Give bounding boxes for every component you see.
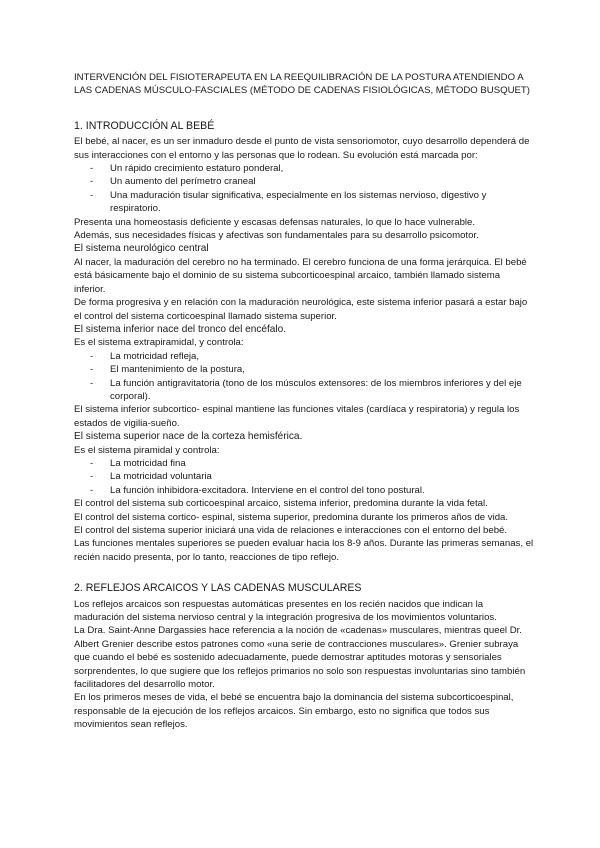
needs-paragraph: Además, sus necesidades físicas y afectivas son fundamentales para su desarrollo psicomotor.	[74, 230, 479, 242]
fetal-paragraph: El control del sistema sub corticoespinal arcaico, sistema inferior, predomina durante la vida fetal.	[74, 498, 488, 510]
list-item: - La motricidad voluntaria	[74, 470, 534, 483]
list-item: - La motricidad refleja,	[74, 350, 534, 363]
subheading-superior-system: El sistema superior nace de la corteza hemisférica.	[74, 431, 303, 443]
intro-list	[74, 162, 534, 216]
homeostasis-paragraph: Presenta una homeostasis deficiente y escasas defensas naturales, lo que lo hace vulnerable.	[74, 216, 476, 228]
relations-paragraph: El control del sistema superior iniciará una vida de relaciones e interacciones con el entorno del bebé.	[74, 525, 508, 536]
inferior-list	[74, 350, 534, 404]
list-item: - La función antigravitatoria (tono de los músculos extensores: de los miembros inferiores y del eje corporal).	[74, 377, 534, 404]
list-item: - La motricidad fina	[74, 457, 534, 470]
superior-list	[74, 457, 534, 497]
first-months-paragraph: En los primeros meses de vida, el bebé se encuentra bajo la dominancia del sistema subcorticoespinal, responsable de la ejecución de los reflejos arcaicos. Sin embargo, esto no significa que todos sus movimientos sean reflejos.	[74, 692, 514, 731]
inferior-vital-paragraph: El sistema inferior subcortico- espinal mantiene las funciones vitales (cardíaca y respiratoria) y regula los estados de vigilia-sueño.	[74, 404, 520, 429]
superior-intro: Es el sistema piramidal y controla:	[74, 444, 220, 456]
document-title: INTERVENCIÓN DEL FISIOTERAPEUTA EN LA REEQUILIBRACIÓN DE LA POSTURA ATENDIENDO A LAS CADENAS MÚSCULO-FASCIALES (MÉTODO DE CADENAS FISIOLÓGICAS, MÉTODO BUSQUET)	[74, 72, 530, 97]
list-item: - Una maduración tisular significativa, especialmente en los sistemas nervioso, digestivo y respiratorio.	[74, 189, 534, 216]
list-item: - Un rápido crecimiento estaturo ponderal,	[74, 162, 534, 175]
section-2-heading: 2. REFLEJOS ARCAICOS Y LAS CADENAS MUSCULARES	[74, 582, 362, 595]
document-body	[74, 71, 534, 732]
section-1-heading: 1. INTRODUCCIÓN AL BEBÉ	[74, 119, 215, 132]
list-item: - El mantenimiento de la postura,	[74, 363, 534, 376]
subheading-central-system: El sistema neurológico central	[74, 243, 209, 255]
list-item: - Un aumento del perímetro craneal	[74, 175, 534, 188]
inferior-intro: Es el sistema extrapiramidal, y controla:	[74, 337, 244, 349]
first-years-paragraph: El control del sistema cortico- espinal, sistema superior, predomina durante los primeros años de vida.	[74, 511, 509, 523]
list-item: - La función inhibidora-excitadora. Interviene en el control del tono postural.	[74, 484, 534, 497]
maturation-paragraph: Al nacer, la maduración del cerebro no ha terminado. El cerebro funciona de una forma jerárquica. El bebé está básicamente bajo el dominio de su sistema subcorticoespinal arcaico, también llamado sistema inferior.	[74, 256, 527, 295]
subheading-inferior-system: El sistema inferior nace del tronco del encéfalo.	[74, 323, 287, 335]
dargassies-grenier-paragraph: La Dra. Saint-Anne Dargassies hace referencia a la noción de «cadenas» musculares, mientras queel Dr. Albert Grenier describe estos patrones como «una serie de contracciones musculares». Grenier subraya que cuando el bebé es sostenido adecuadamente, puede demostrar aptitudes motoras y sensoriales sorprendentes, lo que sugiere que los reflejos primarios no solo son respuestas involuntarias sino también facilitadores del desarrollo motor.	[74, 625, 526, 691]
progressive-paragraph: De forma progresiva y en relación con la maduración neurológica, este sistema inferior pasará a estar bajo el control del sistema corticoespinal llamado sistema superior.	[74, 297, 528, 322]
mental-functions-paragraph: Las funciones mentales superiores se pueden evaluar hacia los 8-9 años. Durante las primeras semanas, el recién nacido presenta, por lo tanto, reacciones de tipo reflejo.	[74, 538, 534, 563]
intro-paragraph: El bebé, al nacer, es un ser inmaduro desde el punto de vista sensoriomotor, cuyo desarrollo dependerá de sus interacciones con el entorno y las personas que lo rodean. Su evolución está marcada por:	[74, 136, 530, 161]
reflexes-paragraph: Los reflejos arcaicos son respuestas automáticas presentes en los recién nacidos que indican la maduración del sistema nervioso central y la integración progresiva de los movimientos voluntarios.	[74, 598, 497, 624]
